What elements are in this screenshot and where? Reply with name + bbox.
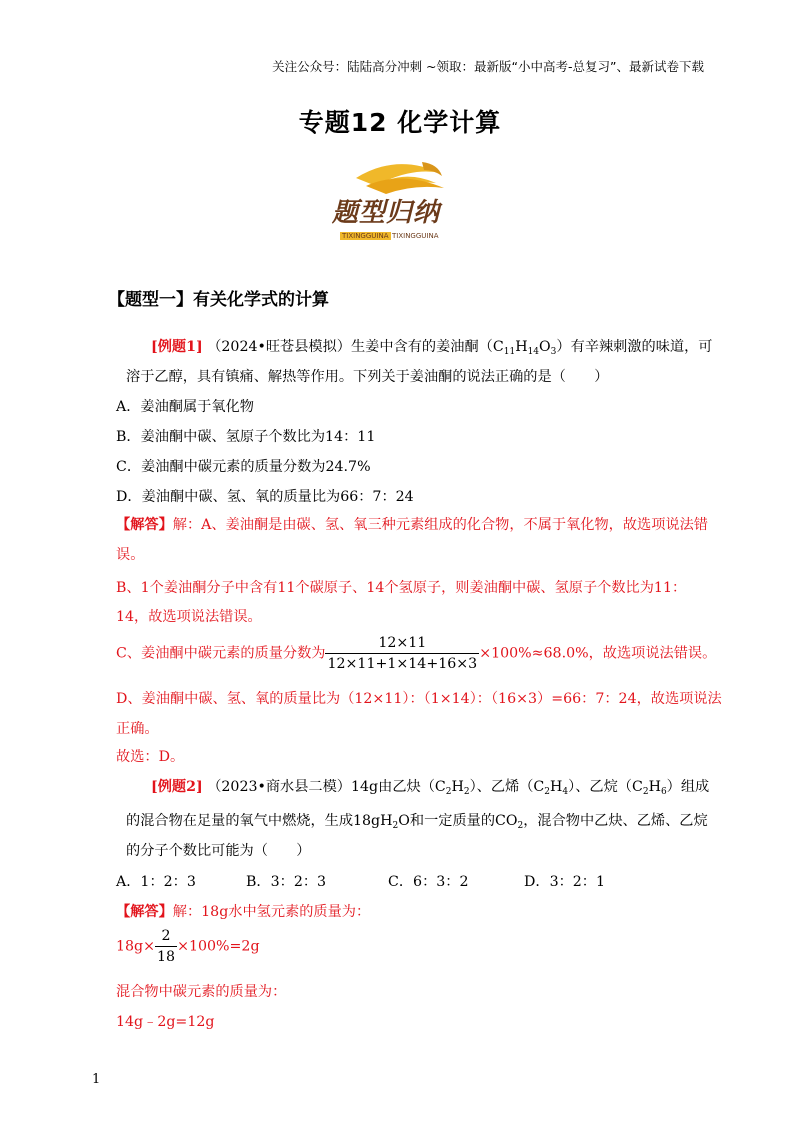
example2-option-d: D．3：2：1 <box>524 874 606 890</box>
page-number: 1 <box>92 1072 101 1087</box>
example1-choice: 故选：D。 <box>116 749 185 765</box>
example1-option-a: A．姜油酮属于氧化物 <box>116 399 254 415</box>
answer-tag: 【解答】 <box>116 904 173 920</box>
example2-line1: [例题2] （2023•商水县二模）14g由乙炔$(C_2H_2)$、乙烯$(C_2H_4)$、乙烷$(C_2H_6)$组成 <box>151 779 710 797</box>
document-title: 专题12 化学计算 <box>298 108 502 137</box>
example1-tag: [例题1] <box>151 339 203 355</box>
example1-line1: [例题1] （2024•旺苍县模拟）生姜中含有的姜油酮$(C_{11}H_{14}O_3)$有辛辣刺激的味道，可 <box>151 339 713 357</box>
example1-option-d: D．姜油酮中碳、氢、氧的质量比为66：7：24 <box>116 489 414 505</box>
logo-subtext-left: TIXINGGUINA <box>342 232 389 240</box>
example1-line2: 溶于乙醇，具有镇痛、解热等作用。下列关于姜油酮的说法正确的是（ ） <box>126 369 609 385</box>
example2-answer: 【解答】解：18g水中氢元素的质量为： <box>116 904 371 920</box>
example2-line2: 的混合物在足量的氧气中燃烧，生成$18gH_2O$和一定质量的$CO_2$，混合物中乙炔、乙烯、乙烷 <box>126 813 708 831</box>
section-heading: 【题型一】有关化学式的计算 <box>108 290 329 310</box>
example1-answer-a-cont: 误。 <box>116 547 145 563</box>
example2-carbon-label: 混合物中碳元素的质量为： <box>116 984 287 1000</box>
example2-option-c: C．6：3：2 <box>388 874 469 890</box>
logo-text: 题型归纳 <box>332 198 441 228</box>
example2-hydrogen-calc: 18g× $\frac{2}{18}$ ×100%=2g <box>116 928 260 965</box>
hydrogen-fraction: $\frac{2}{18}$ <box>157 928 176 965</box>
example1-answer-a: 【解答】解：A、姜油酮是由碳、氢、氧三种元素组成的化合物，不属于氧化物，故选项说法错 <box>116 517 708 533</box>
logo <box>326 158 466 248</box>
example2-tag: [例题2] <box>151 779 203 795</box>
example2-carbon-calc: 14g﹣2g=12g <box>116 1014 215 1030</box>
example2-line3: 的分子个数比可能为（ ） <box>126 843 311 859</box>
logo-subtext-right: TIXINGGUINA <box>392 232 439 240</box>
example1-option-c: C．姜油酮中碳元素的质量分数为24.7% <box>116 459 371 475</box>
example1-answer-c: C、姜油酮中碳元素的质量分数为 $\frac{12\times 11}{12\times 11+1\times 14+16\times 3}$ ×100%≈68.0%，故选项说法错误。 <box>116 635 717 672</box>
example1-option-b: B．姜油酮中碳、氢原子个数比为14：11 <box>116 429 376 445</box>
example1-answer-b: B、1个姜油酮分子中含有11个碳原子、14个氢原子，则姜油酮中碳、氢原子个数比为11： <box>116 580 687 596</box>
example1-answer-d: D、姜油酮中碳、氢、氧的质量比为（12×11）：（1×14）：（16×3）=66：7：24，故选项说法 <box>116 691 722 707</box>
example1-answer-d-cont: 正确。 <box>116 721 159 737</box>
example2-option-a: A．1：2：3 <box>116 874 196 890</box>
mass-fraction: $\frac{12\times 11}{12\times 11+1\times 14+16\times 3}$ <box>327 635 478 672</box>
example2-option-b: B．3：2：3 <box>246 874 327 890</box>
answer-tag: 【解答】 <box>116 517 173 533</box>
page-header: 关注公众号：陆陆高分冲刺 ~领取：最新版“小中高考-总复习”、最新试卷下载 <box>272 59 704 74</box>
example1-answer-b-cont: 14，故选项说法错误。 <box>116 609 262 625</box>
